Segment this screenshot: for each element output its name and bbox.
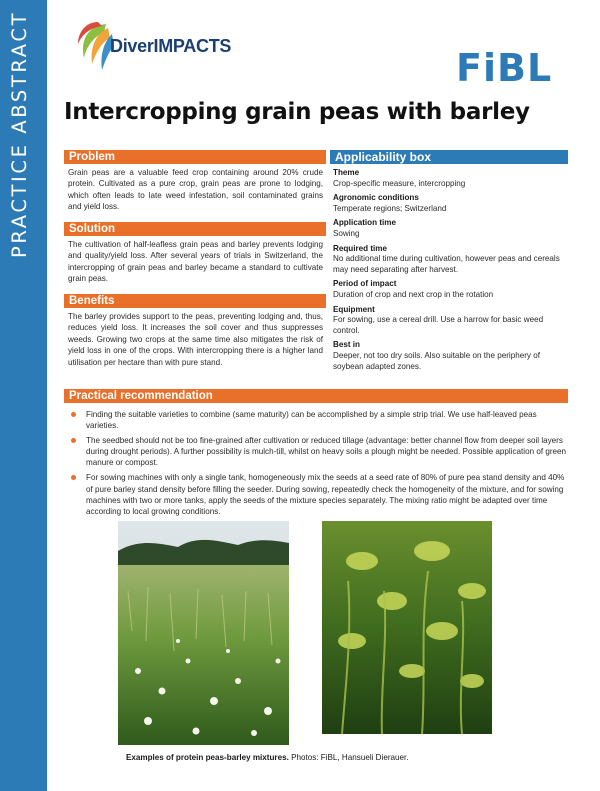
applicability-label: Equipment — [333, 304, 375, 314]
photo-caption — [126, 753, 566, 762]
applicability-item-required-time — [333, 244, 569, 276]
practical-recommendation-heading: Practical recommendation — [64, 389, 568, 403]
applicability-item-theme — [333, 168, 569, 189]
applicability-value: Crop-specific measure, intercropping — [333, 178, 466, 188]
problem-text: Grain peas are a valuable feed crop containing around 20% crude protein. Cultivated as a pure crop, grain peas are prone to lodging, which often leads to late weed infestation, soil contaminated grains and yield loss. — [68, 168, 323, 212]
applicability-list — [333, 168, 569, 376]
sidebar-label: PRACTICE ABSTRACT — [8, 10, 31, 258]
field-photo — [118, 521, 289, 745]
benefits-heading: Benefits — [64, 294, 326, 308]
diverimpacts-wordmark: DiverIMPACTS — [110, 36, 232, 56]
applicability-item-equipment — [333, 305, 569, 337]
applicability-label: Agronomic conditions — [333, 193, 419, 203]
applicability-label: Theme — [333, 168, 360, 177]
applicability-item-best-in — [333, 340, 569, 372]
practical-recommendation-list — [70, 409, 568, 521]
applicability-item-agronomic-conditions — [333, 193, 569, 214]
applicability-value: Sowing — [333, 228, 360, 238]
applicability-label: Application time — [333, 218, 396, 228]
applicability-label: Period of impact — [333, 279, 397, 289]
applicability-value: Deeper, not too dry soils. Also suitable on the periphery of soybean adapted zones. — [333, 350, 540, 371]
caption-credit: Photos: FiBL, Hansueli Dierauer. — [288, 753, 409, 762]
applicability-value: Temperate regions; Switzerland — [333, 203, 447, 213]
applicability-value: No additional time during cultivation, however peas and cereals may need separating after harvest. — [333, 254, 560, 274]
applicability-item-application-time — [333, 218, 569, 239]
solution-text: The cultivation of half-leafless grain peas and barley prevents lodging and quality/yield loss. After several years of trials in Switzerland, the intercropping of grain peas and barley became a standard to cultivate grain peas. — [68, 240, 323, 284]
page-title: Intercropping grain peas with barley — [64, 99, 530, 125]
benefits-text: The barley provides support to the peas, preventing lodging and, thus, reduces yield loss. It increases the soil cover and thus suppresses weeds. Growing two crops at the same time also mitigates the risk of yield loss in one of the crops. With intercropping there is a higher land utilisation per hectare than with pure stand. — [68, 312, 323, 367]
list-item: Finding the suitable varieties to combine (same maturity) can be accomplished by a simple strip trial. We use half-leaved peas varieties. — [70, 409, 568, 431]
fibl-logo: FiBL — [456, 46, 553, 90]
closeup-photo — [322, 521, 492, 734]
list-item: The seedbed should not be too fine-grained after cultivation or reduced tillage (advantage: better channel flow from deeper soil layers during drought periods). A further possibility is mulch-till, whilst on heavy soils a plough might be needed. Possible application of green manure or compost. — [70, 435, 568, 468]
diverimpacts-logo — [76, 16, 232, 74]
applicability-item-period-of-impact — [333, 279, 569, 300]
solution-heading: Solution — [64, 222, 326, 236]
applicability-value: For sowing, use a cereal drill. Use a harrow for basic weed control. — [333, 315, 544, 335]
applicability-label: Best in — [333, 340, 360, 350]
caption-bold: Examples of protein peas-barley mixtures. — [126, 753, 289, 762]
problem-heading: Problem — [64, 150, 326, 164]
applicability-label: Required time — [333, 243, 387, 253]
practice-abstract-sidebar — [0, 0, 47, 791]
applicability-value: Duration of crop and next crop in the rotation — [333, 289, 494, 299]
list-item: For sowing machines with only a single tank, homogeneously mix the seeds at a seed rate of 80% of pure pea stand density and 40% of pure barley stand density before filling the seeder. During sowing, repeatedly check the homogeneity of the mixture, and for sowing machines with two or more tanks, apply the seeds of the mixture species separately. The mixing ratio might be adapted over time according to local growing conditions. — [70, 472, 568, 516]
applicability-heading: Applicability box — [330, 150, 568, 164]
